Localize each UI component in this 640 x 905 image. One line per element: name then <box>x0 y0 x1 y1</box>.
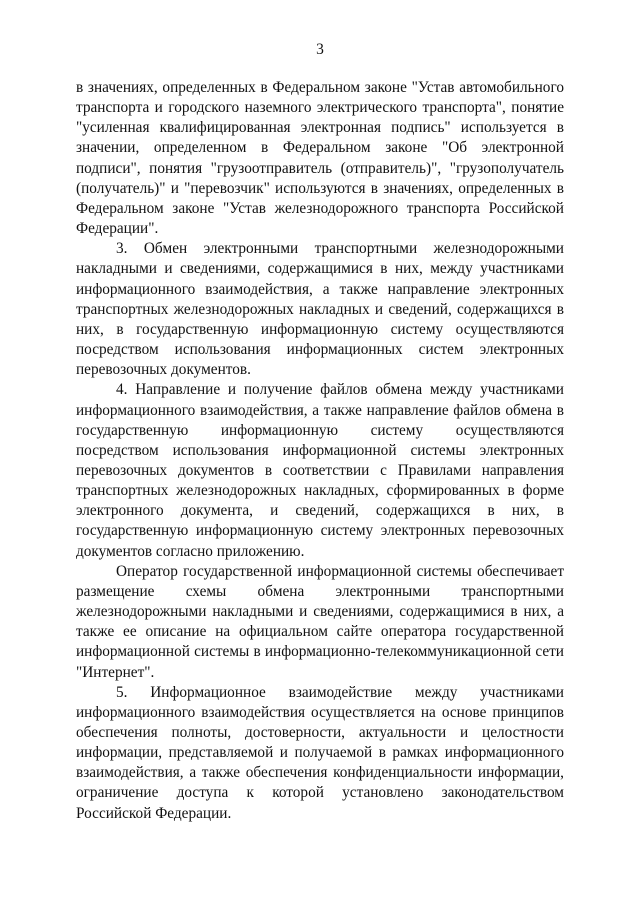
paragraph-item-4: 4. Направление и получение файлов обмена между участниками информационного взаимодействия, а также направление файлов обмена в государственную информационную систему осуществляются посредством использования информационной системы электронных перевозочных документов в соответствии с Правилами направления транспортных железнодорожных накладных, сформированных в форме электронного документа, и сведений, содержащихся в них, в государственную информационную систему электронных перевозочных документов согласно приложению. <box>76 381 564 560</box>
paragraph-operator: Оператор государственной информационной системы обеспечивает размещение схемы обмена электронными транспортными железнодорожными накладными и сведениями, содержащимися в них, а также ее описание на официальном сайте оператора государственной информационной системы в информационно-телекоммуникационной сети "Интернет". <box>76 562 564 681</box>
paragraph-item-3: 3. Обмен электронными транспортными железнодорожными накладными и сведениями, содержащимися в них, между участниками информационного взаимодействия, а также направление электронных транспортных железнодорожных накладных и сведений, содержащихся в них, в государственную информационную систему осуществляются посредством использования информационных систем электронных перевозочных документов. <box>76 240 564 379</box>
paragraph-item-5: 5. Информационное взаимодействие между участниками информационного взаимодействия осуществляется на основе принципов обеспечения полноты, достоверности, актуальности и целостности информации, представляемой и получаемой в рамках информационного взаимодействия, а также обеспечения конфиденциальности информации, ограничение доступа к которой установлено законодательством Российской Федерации. <box>76 683 564 822</box>
paragraph-definitions-continued: в значениях, определенных в Федеральном законе "Устав автомобильного транспорта и городского наземного электрического транспорта", понятие "усиленная квалифицированная электронная подпись" используется в значении, определенном в Федеральном законе "Об электронной подписи", понятия "грузоотправитель (отправитель)", "грузополучатель (получатель)" и "перевозчик" используются в значениях, определенных в Федеральном законе "Устав железнодорожного транспорта Российской Федерации". <box>76 79 564 238</box>
document-body <box>76 78 564 824</box>
page-number: 3 <box>316 41 324 58</box>
